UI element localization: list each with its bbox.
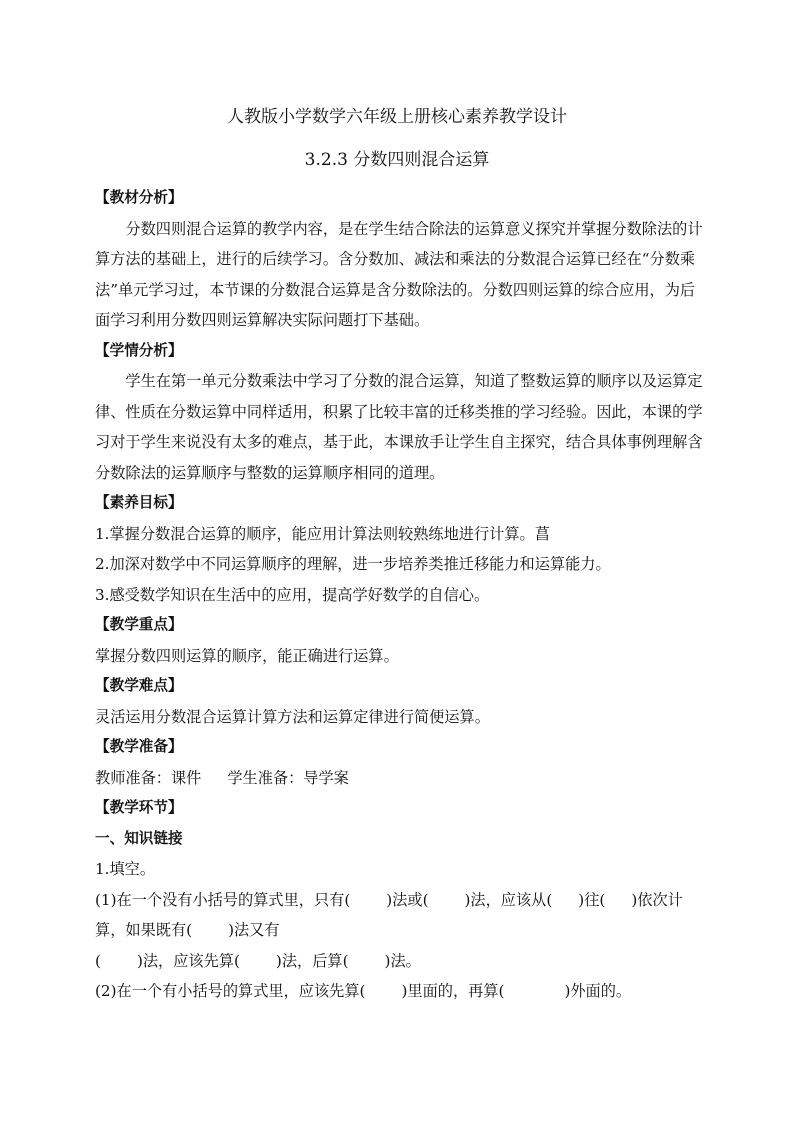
preparation-line	[95, 763, 705, 794]
fill-text: )依次计	[631, 890, 683, 909]
learner-analysis-paragraph: 学生在第一单元分数乘法中学习了分数的混合运算，知道了整数运算的顺序以及运算定律、性质在分数运算中同样适用，积累了比较丰富的迁移类推的学习经验。因此，本课的学习对于学生来说没有太多的难点，基于此，本课放手让学生自主探究，结合具体事例理解含分数除法的运算顺序与整数的运算顺序相同的道理。	[95, 372, 703, 482]
literacy-goal-item: 2.加深对数学中不同运算顺序的理解，进一步培养类推迁移能力和运算能力。	[95, 555, 611, 573]
textbook-analysis-paragraph: 分数四则混合运算的教学内容，是在学生结合除法的运算意义探究并掌握分数除法的计算方法的基础上，进行的后续学习。含分数加、减法和乘法的分数混合运算已经在“分数乘法”单元学习过，本节课的分数混合运算是含分数除法的。分数四则运算的综合应用，为后面学习利用分数四则运算解决实际问题打下基础。	[95, 219, 703, 329]
fill-text: )里面的，再算(	[401, 982, 505, 1000]
question-1-label: 1.填空。	[95, 860, 156, 878]
fill-text: )法又有	[228, 921, 280, 939]
question-1-1-line-2	[95, 915, 705, 946]
fill-text: )外面的。	[564, 982, 632, 1000]
question-1-1-line-3	[95, 946, 705, 977]
key-points-text: 掌握分数四则运算的顺序，能正确进行运算。	[95, 646, 399, 665]
question-1-2-line	[95, 976, 705, 1007]
fill-text: )法。	[384, 951, 421, 970]
textbook-analysis-heading: 【教材分析】	[95, 189, 183, 206]
fill-text: (1)在一个没有小括号的算式里，只有(	[95, 890, 351, 909]
literacy-goals-heading: 【素养目标】	[95, 494, 183, 511]
document-title: 人教版小学数学六年级上册核心素养教学设计	[227, 107, 567, 127]
document-subtitle: 3.2.3 分数四则混合运算	[304, 150, 490, 170]
preparation-heading: 【教学准备】	[95, 738, 183, 755]
student-preparation: 学生准备：导学案	[227, 768, 349, 787]
difficult-points-text: 灵活运用分数混合运算计算方法和运算定律进行简便运算。	[95, 707, 490, 726]
literacy-goal-item: 1.掌握分数混合运算的顺序，能应用计算法则较熟练地进行计算。菖	[95, 524, 550, 543]
question-1-1-line-1	[95, 885, 705, 916]
fill-text: )法，应该先算(	[136, 951, 240, 970]
document-body	[95, 183, 705, 1007]
fill-text: )法，应该从(	[464, 890, 553, 909]
fill-text: 算，如果既有(	[95, 921, 193, 939]
difficult-points-heading: 【教学难点】	[95, 677, 183, 694]
key-points-heading: 【教学重点】	[95, 616, 183, 633]
teacher-preparation: 教师准备：课件	[95, 768, 202, 787]
fill-text: )法，后算(	[275, 951, 349, 970]
knowledge-link-heading: 一、知识链接	[95, 829, 183, 847]
literacy-goal-item: 3.感受数学知识在生活中的应用，提高学好数学的自信心。	[95, 585, 490, 604]
learner-analysis-heading: 【学情分析】	[95, 341, 183, 359]
fill-text: )法或(	[386, 890, 429, 909]
process-heading: 【教学环节】	[95, 799, 183, 816]
fill-text: (	[95, 951, 101, 970]
fill-text: (2)在一个有小括号的算式里，应该先算(	[95, 982, 366, 1000]
fill-text: )往(	[578, 890, 606, 909]
